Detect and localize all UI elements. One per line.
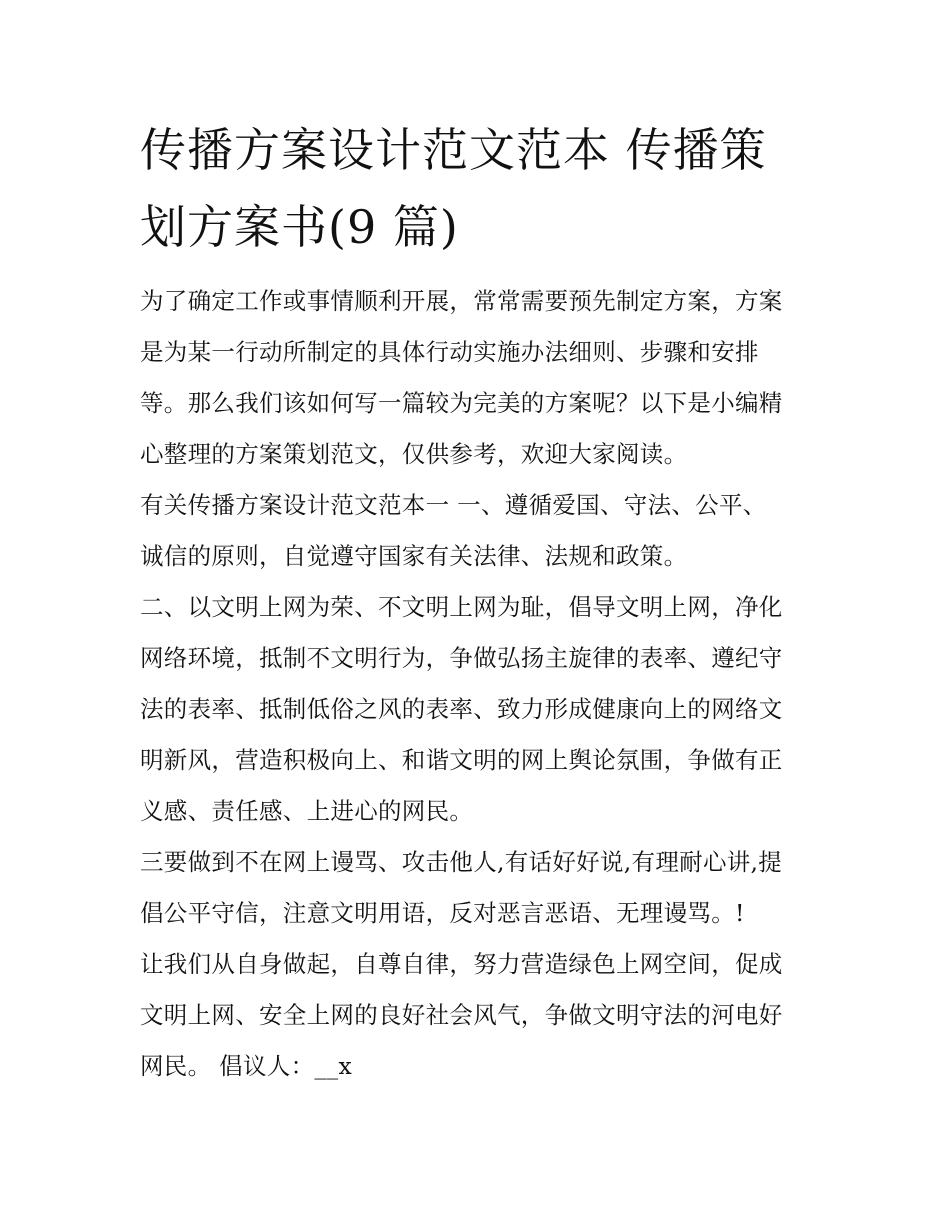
document-body [140, 276, 830, 1092]
title-line-2: 划方案书(9 篇) [140, 200, 459, 254]
body-line: 是为某一行动所制定的具体行动实施办法细则、步骤和安排 [140, 338, 759, 366]
body-line: 网民。 倡议人：__x [140, 1052, 353, 1080]
body-line: 网络环境，抵制不文明行为，争做弘扬主旋律的表率、遵纪守 [140, 644, 783, 672]
body-line: 文明上网、安全上网的良好社会风气，争做文明守法的河电好 [140, 1001, 783, 1029]
body-line: 二、以文明上网为荣、不文明上网为耻，倡导文明上网，净化 [140, 593, 783, 621]
body-line: 倡公平守信，注意文明用语，反对恶言恶语、无理谩骂。! [140, 899, 745, 927]
body-line: 三要做到不在网上谩骂、攻击他人,有话好好说,有理耐心讲,提 [140, 848, 783, 876]
body-line: 法的表率、抵制低俗之风的表率、致力形成健康向上的网络文 [140, 695, 783, 723]
body-line: 明新风，营造积极向上、和谐文明的网上舆论氛围，争做有正 [140, 746, 783, 774]
body-line: 让我们从自身做起，自尊自律，努力营造绿色上网空间，促成 [140, 950, 783, 978]
body-line: 诚信的原则，自觉遵守国家有关法律、法规和政策。 [140, 542, 688, 570]
body-line: 义感、责任感、上进心的网民。 [140, 797, 474, 825]
document-title [140, 112, 820, 266]
title-line-1: 传播方案设计范文范本 传播策 [140, 123, 767, 177]
body-line: 为了确定工作或事情顺利开展，常常需要预先制定方案，方案 [140, 287, 783, 315]
body-line: 有关传播方案设计范文范本一 一、遵循爱国、守法、公平、 [140, 491, 767, 519]
body-line: 等。那么我们该如何写一篇较为完美的方案呢？以下是小编精 [140, 389, 783, 417]
body-line: 心整理的方案策划范文，仅供参考，欢迎大家阅读。 [140, 440, 688, 468]
